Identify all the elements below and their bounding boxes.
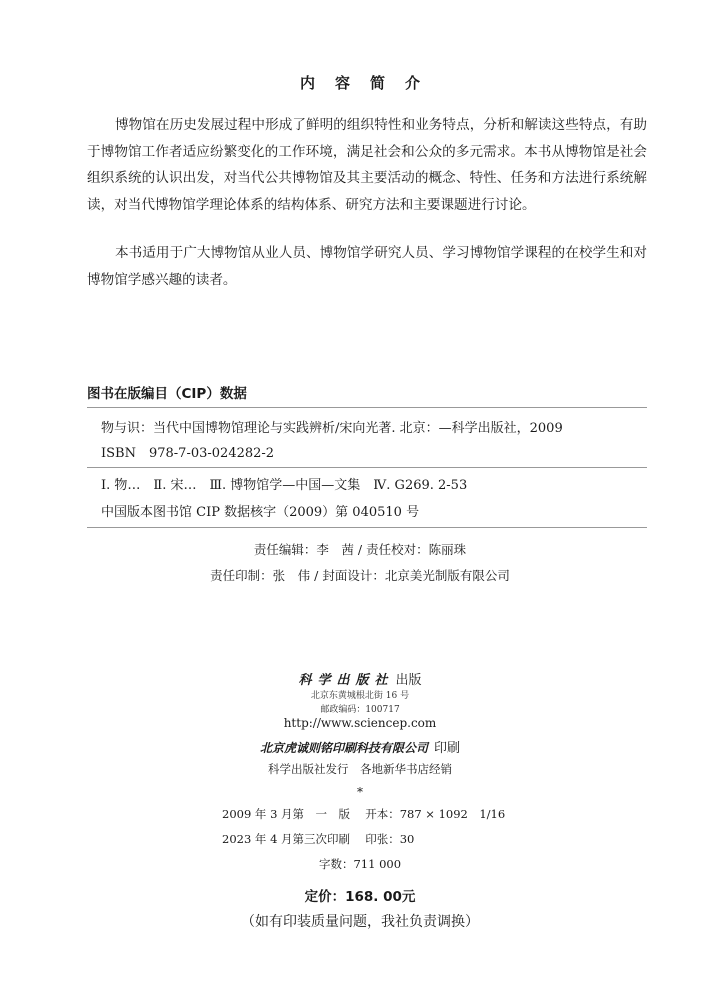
summary-paragraph-2: 本书适用于广大博物馆从业人员、博物馆学研究人员、学习博物馆学课程的在校学生和对博物馆学感兴趣的读者。	[87, 245, 647, 288]
separator-asterisk: *	[357, 785, 363, 799]
distribution-line: 科学出版社发行 各地新华书店经销	[268, 762, 452, 776]
printer-suffix: 印刷	[434, 741, 461, 756]
edition-line-1: 2009 年 3 月第 一 版 开本：787 × 1092 1/16	[222, 807, 506, 821]
printer-name: 北京虎诚则铭印刷科技有限公司	[259, 741, 428, 755]
edition-line-2: 2023 年 4 月第三次印刷 印张：30	[222, 832, 415, 846]
cip-top-divider	[87, 407, 647, 408]
publisher-postcode: 邮政编码：100717	[320, 705, 400, 715]
publisher-suffix: 出版	[395, 673, 422, 688]
cip-heading: 图书在版编目（CIP）数据	[87, 386, 247, 402]
cip-bottom-divider	[87, 527, 647, 528]
credits-editors: 责任编辑：李 茜 / 责任校对：陈丽珠	[253, 542, 467, 557]
quality-notice: （如有印装质量问题，我社负责调换）	[241, 914, 479, 930]
summary-paragraph-1: 博物馆在历史发展过程中形成了鲜明的组织特性和业务特点，分析和解读这些特点，有助于博物馆工作者适应纷繁变化的工作环境，满足社会和公众的多元需求。本书从博物馆是社会组织系统的认识出发，对当代公共博物馆及其主要活动的概念、特性、任务和方法进行系统解读，对当代博物馆学理论体系的结构体系、研究方法和主要课题进行讨论。	[87, 117, 647, 213]
cip-isbn-line: ISBN 978-7-03-024282-2	[101, 446, 275, 461]
word-count: 字数：711 000	[318, 857, 402, 871]
publisher-logo-text: 科学出版社	[298, 673, 394, 688]
cip-classification-line: Ⅰ. 物… Ⅱ. 宋… Ⅲ. 博物馆学—中国—文集 Ⅳ. G269. 2-53	[101, 478, 468, 493]
cip-bibliographic-line: 物与识：当代中国博物馆理论与实践辨析/宋向光著. 北京：—科学出版社，2009	[101, 421, 563, 436]
credits-production: 责任印制：张 伟 / 封面设计：北京美光制版有限公司	[210, 568, 510, 583]
printer-line	[0, 737, 720, 756]
cip-record-line: 中国版本图书馆 CIP 数据核字（2009）第 040510 号	[101, 505, 420, 520]
publisher-line	[0, 669, 720, 688]
cip-middle-divider	[87, 467, 647, 468]
publisher-address: 北京东黄城根北街 16 号	[310, 691, 410, 701]
price: 定价：168. 00元	[304, 889, 416, 905]
summary-title: 内容简介	[299, 74, 440, 92]
publisher-url: http://www.sciencep.com	[283, 716, 437, 730]
